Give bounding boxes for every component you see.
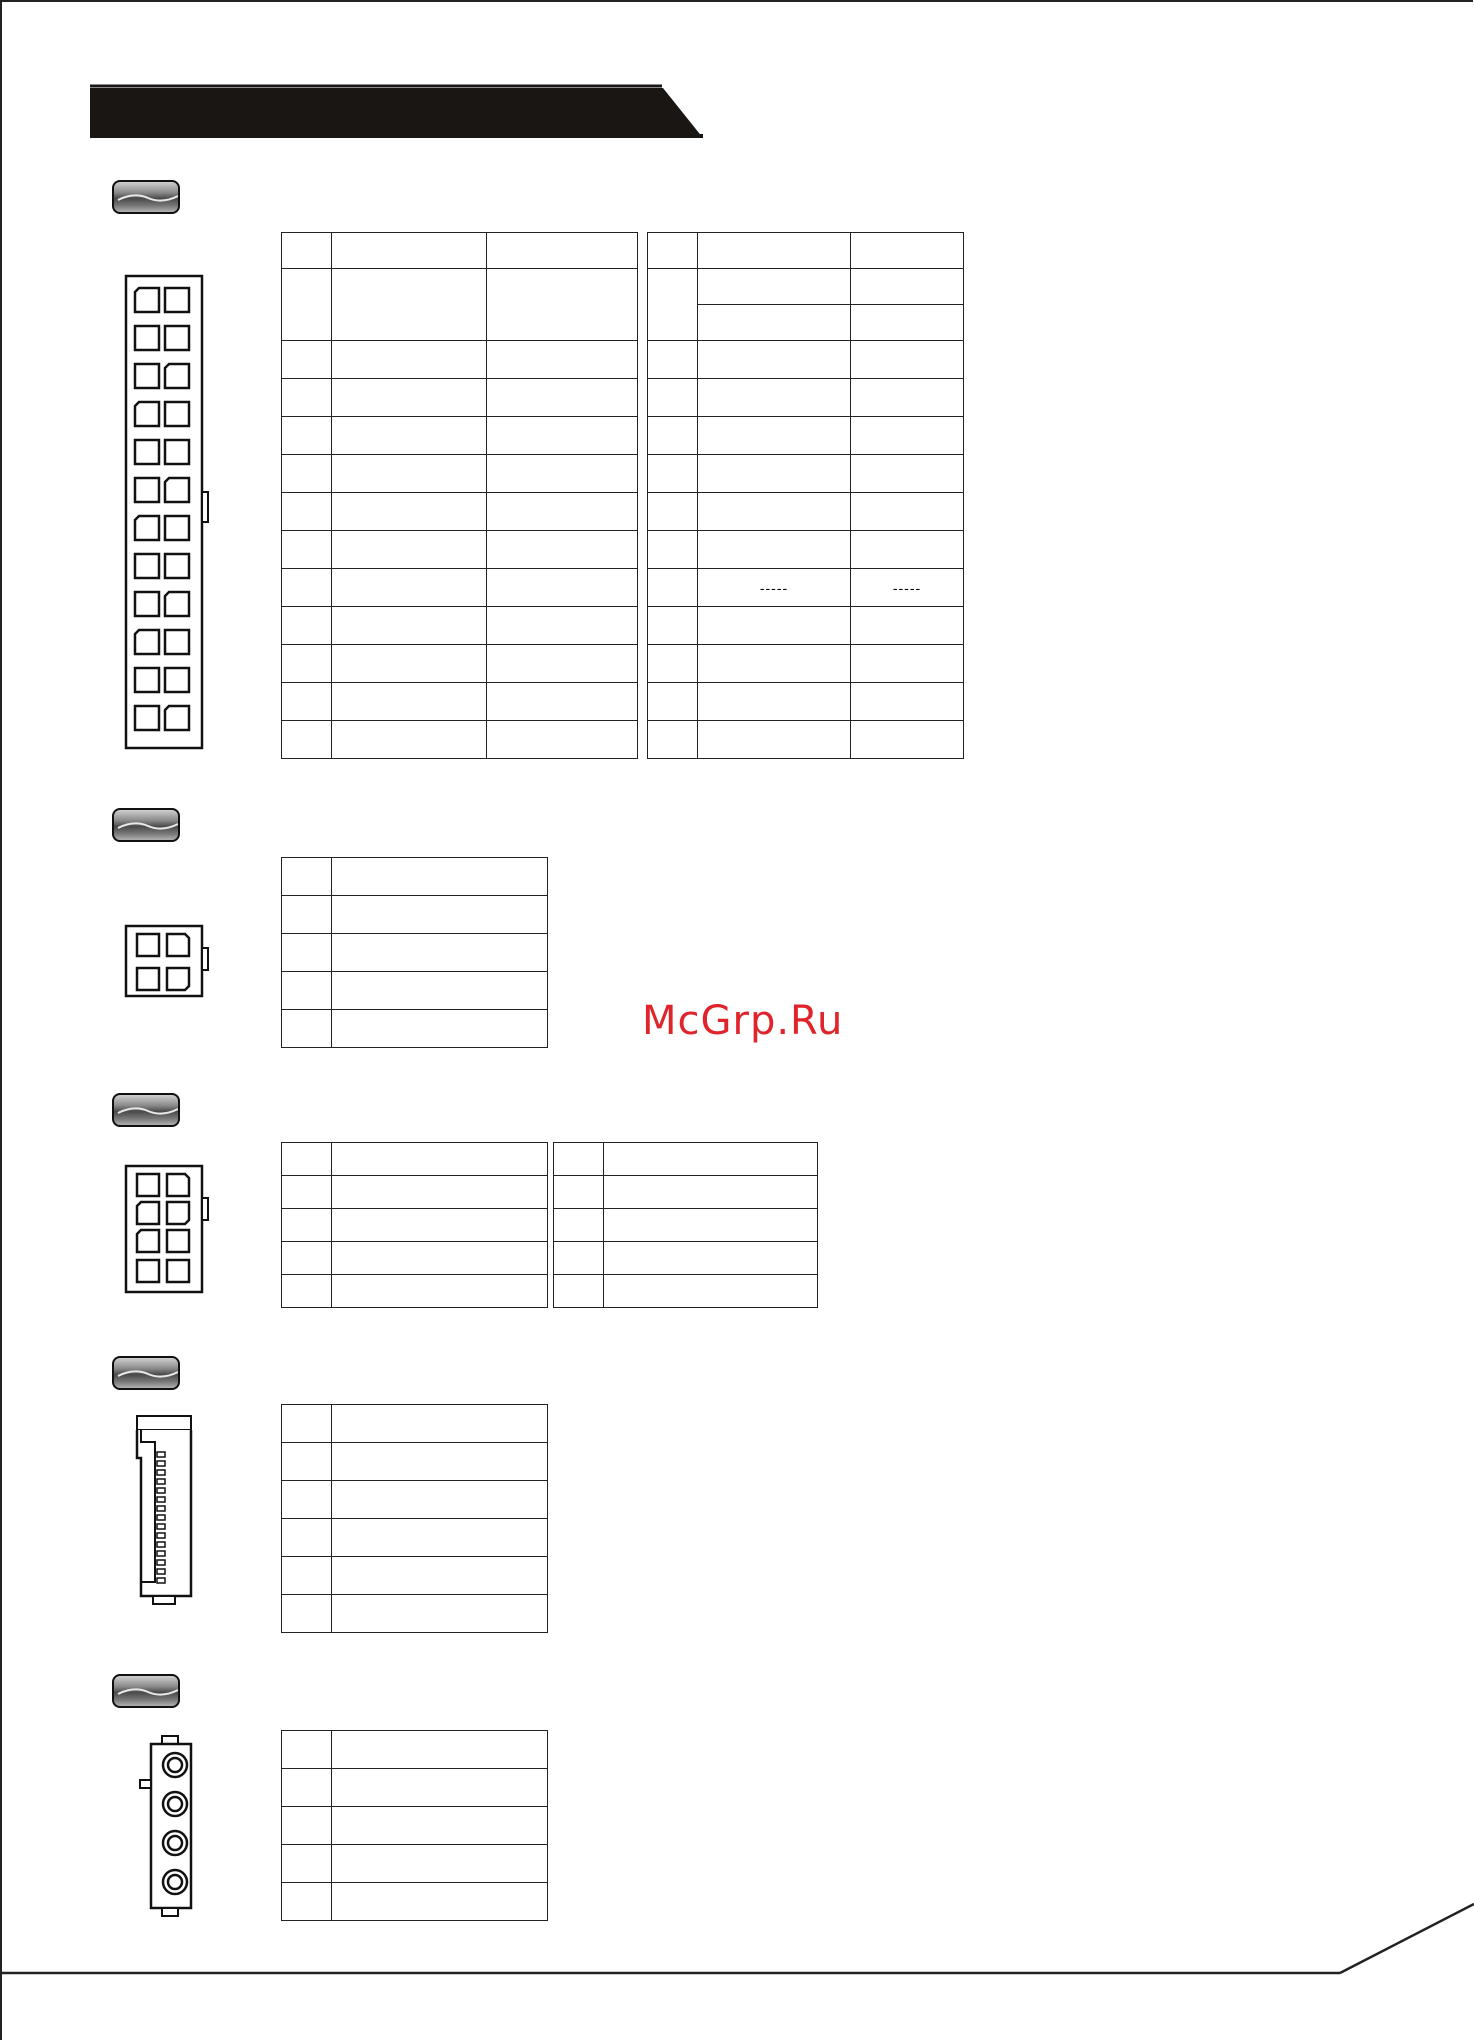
connector-pin [165, 402, 189, 426]
sata-pin [157, 1578, 165, 1583]
connector-pin [165, 554, 189, 578]
sata-pin [157, 1551, 165, 1556]
connector-pin [135, 592, 159, 616]
section-badge-eps-8pin [112, 1093, 180, 1127]
connector-pin [165, 516, 189, 540]
sata-pin [157, 1470, 165, 1475]
connector-pin [165, 630, 189, 654]
section-badge-sata-power [112, 1356, 180, 1390]
molex-4pin-connector-icon [135, 1730, 215, 1920]
watermark: McGrp.Ru [642, 998, 844, 1044]
connector-pin [135, 706, 159, 730]
connector-pin [165, 706, 189, 730]
eps-8pin-table-left [281, 1142, 548, 1308]
atx12v-4pin-table [281, 857, 548, 1048]
section-badge-atx12v-4pin [112, 808, 180, 842]
connector-pin [165, 326, 189, 350]
connector-pin [165, 668, 189, 692]
sata-pin [157, 1488, 165, 1493]
eps-8pin-connector-icon [120, 1160, 220, 1300]
header-bar [0, 0, 1474, 200]
sata-pin [157, 1542, 165, 1547]
connector-pin [165, 364, 189, 388]
connector-pin [165, 592, 189, 616]
sata-power-table [281, 1404, 548, 1633]
sata-pin [157, 1479, 165, 1484]
connector-pin [135, 440, 159, 464]
sata-pin [157, 1506, 165, 1511]
connector-pin [135, 326, 159, 350]
sata-pin [157, 1533, 165, 1538]
connector-pin [165, 478, 189, 502]
eps-8pin-table-right [553, 1142, 818, 1308]
connector-pin [135, 402, 159, 426]
section-badge-atx-24pin [112, 180, 180, 214]
connector-pin [135, 364, 159, 388]
footer-line [0, 1880, 1474, 2041]
sata-pin [157, 1515, 165, 1520]
atx-24pin-table-left [281, 232, 638, 759]
connector-pin [135, 478, 159, 502]
connector-pin [135, 668, 159, 692]
sata-pin [157, 1497, 165, 1502]
sata-pin [157, 1560, 165, 1565]
dash-placeholder: ----- [851, 569, 964, 607]
atx12v-4pin-connector-icon [120, 920, 220, 1000]
molex-4pin-table [281, 1730, 548, 1921]
sata-pin [157, 1461, 165, 1466]
connector-pin [135, 630, 159, 654]
section-badge-molex-4pin [112, 1674, 180, 1708]
connector-pin [135, 554, 159, 578]
sata-pin [157, 1524, 165, 1529]
atx-24pin-connector-icon [120, 270, 220, 760]
connector-pin [165, 288, 189, 312]
connector-pin [135, 516, 159, 540]
atx-24pin-table-right [647, 232, 964, 759]
connector-pin [165, 440, 189, 464]
sata-power-connector-icon [125, 1410, 205, 1630]
sata-pin [157, 1569, 165, 1574]
connector-pin [135, 288, 159, 312]
dash-placeholder: ----- [698, 569, 851, 607]
sata-pin [157, 1452, 165, 1457]
